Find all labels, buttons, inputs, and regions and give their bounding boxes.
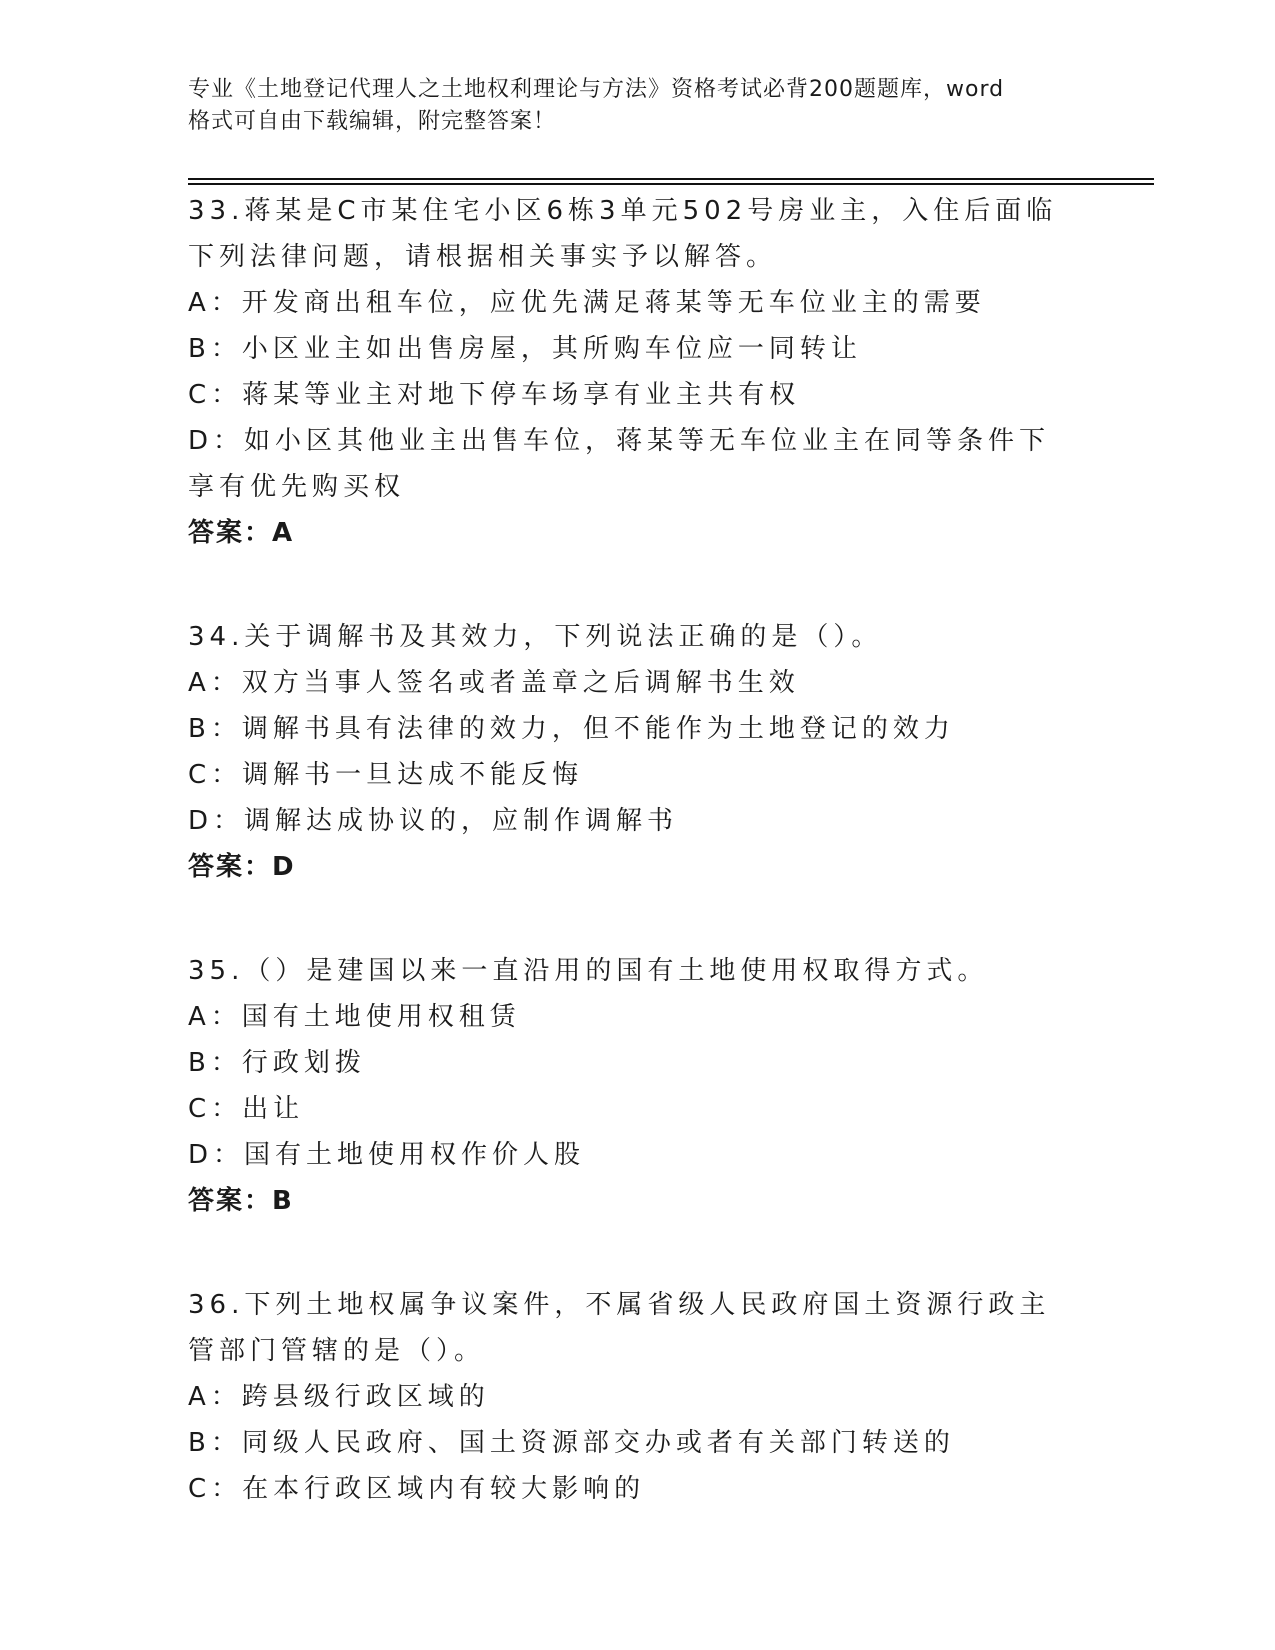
question-stem: 35.（）是建国以来一直沿用的国有土地使用权取得方式。 <box>188 956 989 986</box>
option-b: B：小区业主如出售房屋，其所购车位应一同转让 <box>188 334 862 364</box>
option-c: C：蒋某等业主对地下停车场享有业主共有权 <box>188 380 801 410</box>
option-c: C：调解书一旦达成不能反悔 <box>188 760 584 790</box>
option-d: D：调解达成协议的，应制作调解书 <box>188 806 679 836</box>
header-line-1: 专业《土地登记代理人之土地权利理论与方法》资格考试必背200题题库，word <box>188 77 1005 102</box>
option-a: A：双方当事人签名或者盖章之后调解书生效 <box>188 668 800 698</box>
header-line-2: 格式可自由下载编辑，附完整答案！ <box>188 109 557 134</box>
question-list <box>188 188 1078 1570</box>
question-33 <box>188 188 1078 556</box>
option-b: B：同级人民政府、国土资源部交办或者有关部门转送的 <box>188 1428 955 1458</box>
document-header <box>188 74 1068 138</box>
option-c: C：在本行政区域内有较大影响的 <box>188 1474 646 1504</box>
question-stem: 36.下列土地权属争议案件，不属省级人民政府国土资源行政主管部门管辖的是（）。 <box>188 1290 1051 1366</box>
option-b: B：调解书具有法律的效力，但不能作为土地登记的效力 <box>188 714 955 744</box>
question-stem: 34.关于调解书及其效力，下列说法正确的是（）。 <box>188 622 883 652</box>
option-a: A：跨县级行政区域的 <box>188 1382 490 1412</box>
header-divider-top <box>188 178 1154 180</box>
option-b: B：行政划拨 <box>188 1048 366 1078</box>
question-36 <box>188 1282 1078 1512</box>
option-c: C：出让 <box>188 1094 305 1124</box>
answer: 答案：B <box>188 1186 294 1216</box>
option-d: D：如小区其他业主出售车位，蒋某等无车位业主在同等条件下享有优先购买权 <box>188 426 1051 502</box>
question-35 <box>188 948 1078 1224</box>
option-a: A：国有土地使用权租赁 <box>188 1002 521 1032</box>
question-stem: 33.蒋某是C市某住宅小区6栋3单元502号房业主，入住后面临下列法律问题，请根据相关事实予以解答。 <box>188 196 1058 272</box>
answer: 答案：D <box>188 852 296 882</box>
question-34 <box>188 614 1078 890</box>
header-divider-bottom <box>188 183 1154 185</box>
answer: 答案：A <box>188 518 295 548</box>
option-d: D：国有土地使用权作价人股 <box>188 1140 586 1170</box>
option-a: A：开发商出租车位，应优先满足蒋某等无车位业主的需要 <box>188 288 986 318</box>
